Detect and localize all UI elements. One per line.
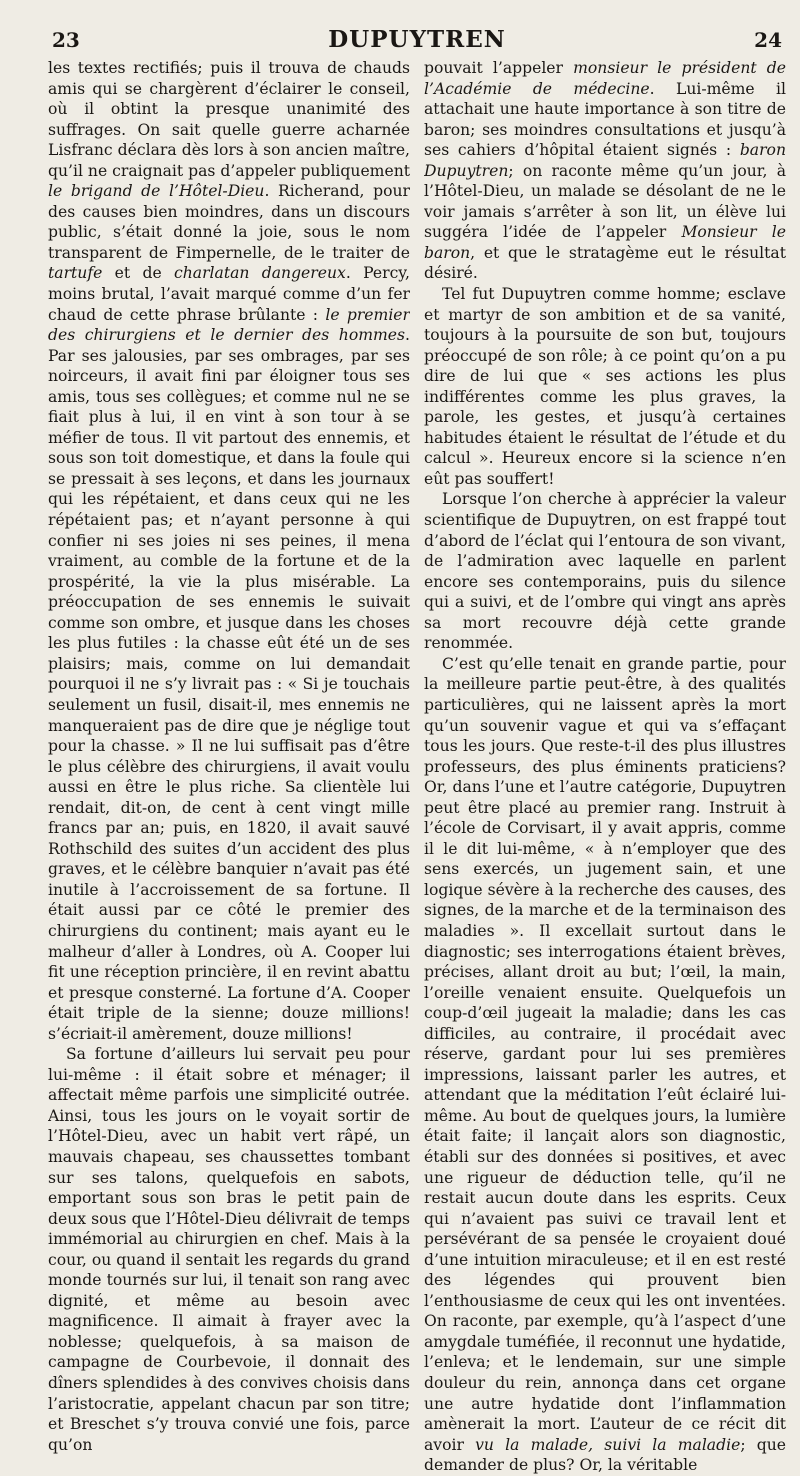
- left-column: [48, 58, 410, 1476]
- paragraph: Lorsque l’on cherche à apprécier la valeur scientifique de Dupuytren, on est frappé tout d’abord de l’éclat qui l’entoura de son vivant, de l’admiration avec laquelle en parlent encore ses contemporains, puis du silence qui a suivi, et de l’ombre qui vingt ans après sa mort recouvre déjà cette grande renommée.: [424, 490, 786, 653]
- paragraph: C’est qu’elle tenait en grande partie, pour la meilleure partie peut-être, à des qualités particulières, qui ne laissent après la mort qu’un souvenir vague et qui va s’effaçant tous les jours. Que reste-t-il des plus illustres professeurs, des plus éminents praticiens? Or, dans l’une et l’autre catégorie, Dupuytren peut être placé au premier rang. Instruit à l’école de Corvisart, il y avait appris, comme il le dit lui-même, « à n’employer que des sens exercés, un jugement sain, et une logique sévère à la recherche des causes, des signes, de la marche et de la terminaison des maladies ». Il excellait surtout dans le diagnostic; ses interrogations étaient brèves, précises, allant droit au but; l’œil, la main, l’oreille venaient ensuite. Quelquefois un coup-d’œil jugeait la maladie; dans les cas difficiles, au contraire, il procédait avec réserve, gardant pour lui ses premières impressions, laissant parler les autres, et attendant que la méditation l’eût éclairé lui-même. Au bout de quelques jours, la lumière était faite; il lançait alors son diagnostic, établi sur des données si positives, et avec une rigueur de déduction telle, qu’il ne restait aucun doute dans les esprits. Ceux qui n’avaient pas suivi ce travail lent et persévérant de sa pensée le croyaient doué d’une intuition miraculeuse; et il en est resté des légendes qui prouvent bien l’enthousiasme de ceux qui les ont inventées. On raconte, par exemple, qu’à l’aspect d’une amygdale tuméfiée, il reconnut une hydatide, l’enleva; et le lendemain, sur une simple douleur du rein, annonça dans cet organe une autre hydatide dont l’inflammation amènerait la mort. L’auteur de ce récit dit avoir vu la malade, suivi la maladie; que demander de plus? Or, la véritable: [424, 654, 786, 1475]
- running-header: [48, 26, 796, 56]
- paragraph: Tel fut Dupuytren comme homme; esclave et martyr de son ambition et de sa vanité, toujours à la poursuite de son but, toujours préoccupé de son rôle; à ce point qu’on a pu dire de lui que « ses actions les plus indifférentes comme les plus graves, la parole, les gestes, et jusqu’à certaines habitudes étaient le résultat de l’étude et du calcul ». Heureux encore si la science n’en eût pas souffert!: [424, 285, 786, 488]
- right-column: [424, 58, 786, 1476]
- paragraph: Sa fortune d’ailleurs lui servait peu pour lui-même : il était sobre et ménager; il affectait même parfois une simplicité outrée. Ainsi, tous les jours on le voyait sortir de l’Hôtel-Dieu, avec un habit vert râpé, un mauvais chapeau, ses chaussettes tombant sur ses talons, quelquefois en sabots, emportant sous son bras le petit pain de deux sous que l’Hôtel-Dieu délivrait de temps immémorial au chirurgien en chef. Mais à la cour, ou quand il sentait les regards du grand monde tournés sur lui, il tenait son rang avec dignité, et même au besoin avec magnificence. Il aimait à frayer avec la noblesse; quelquefois, à sa maison de campagne de Courbevoie, il donnait des dîners splendides à des convives choisis dans l’aristocratie, appelant chacun par son titre; et Breschet s’y trouva convié une fois, parce qu’on: [48, 1045, 410, 1454]
- paragraph: les textes rectifiés; puis il trouva de chauds amis qui se chargèrent d’éclairer le conseil, où il obtint la presque unanimité des suffrages. On sait quelle guerre acharnée Lisfranc déclara dès lors à son ancien maître, qu’il ne craignait pas d’appeler publiquement le brigand de l’Hôtel-Dieu. Richerand, pour des causes bien moindres, dans un discours public, s’était donné la joie, sous le nom transparent de Fimpernelle, de le traiter de tartufe et de charlatan dangereux. Percy, moins brutal, l’avait marqué comme d’un fer chaud de cette phrase brûlante : le premier des chirurgiens et le dernier des hommes. Par ses jalousies, par ses ombrages, par ses noirceurs, il avait fini par éloigner tous ses amis, tous ses collègues; et comme nul ne se fiait plus à lui, il en vint à son tour à se méfier de tous. Il vit partout des ennemis, et sous son toit domestique, et dans la foule qui se pressait à ses leçons, et dans les journaux qui les répétaient, et dans ceux qui ne les répétaient pas; et n’ayant personne à qui confier ni ses joies ni ses peines, il mena vraiment, au comble de la fortune et de la prospérité, la vie la plus misérable. La préoccupation de ses ennemis le suivait comme son ombre, et jusque dans les choses les plus futiles : la chasse eût été un de ses plaisirs; mais, comme on lui demandait pourquoi il ne s’y livrait pas : « Si je touchais seulement un fusil, disait-il, mes ennemis ne manqueraient pas de dire que je néglige tout pour la chasse. » Il ne lui suffisait pas d’être le plus célèbre des chirurgiens, il avait voulu aussi en être le plus riche. Sa clientèle lui rendait, dit-on, de cent à cent vingt mille francs par an; puis, en 1820, il avait sauvé Rothschild des suites d’un accident des plus graves, et le célèbre banquier n’avait pas été inutile à l’accroissement de sa fortune. Il était aussi par ce côté le premier des chirurgiens du continent; mais ayant eu le malheur d’aller à Londres, où A. Cooper lui fit une réception princière, il en revint abattu et presque consterné. La fortune d’A. Cooper était triple de la sienne; douze millions! s’écriait-il amèrement, douze millions!: [48, 59, 410, 1043]
- right-page-number: 24: [754, 28, 782, 52]
- left-page-number: 23: [52, 28, 80, 52]
- paragraph: pouvait l’appeler monsieur le président de l’Académie de médecine. Lui-même il attachait une haute importance à son titre de baron; ses moindres consultations et jusqu’à ses cahiers d’hôpital étaient signés : baron Dupuytren; on raconte même qu’un jour, à l’Hôtel-Dieu, un malade se désolant de ne le voir jamais s’arrêter à son lit, un élève lui suggéra l’idée de l’appeler Monsieur le baron, et que le stratagème eut le résultat désiré.: [424, 59, 786, 283]
- running-title: DUPUYTREN: [328, 26, 506, 53]
- text-columns: [48, 58, 796, 1476]
